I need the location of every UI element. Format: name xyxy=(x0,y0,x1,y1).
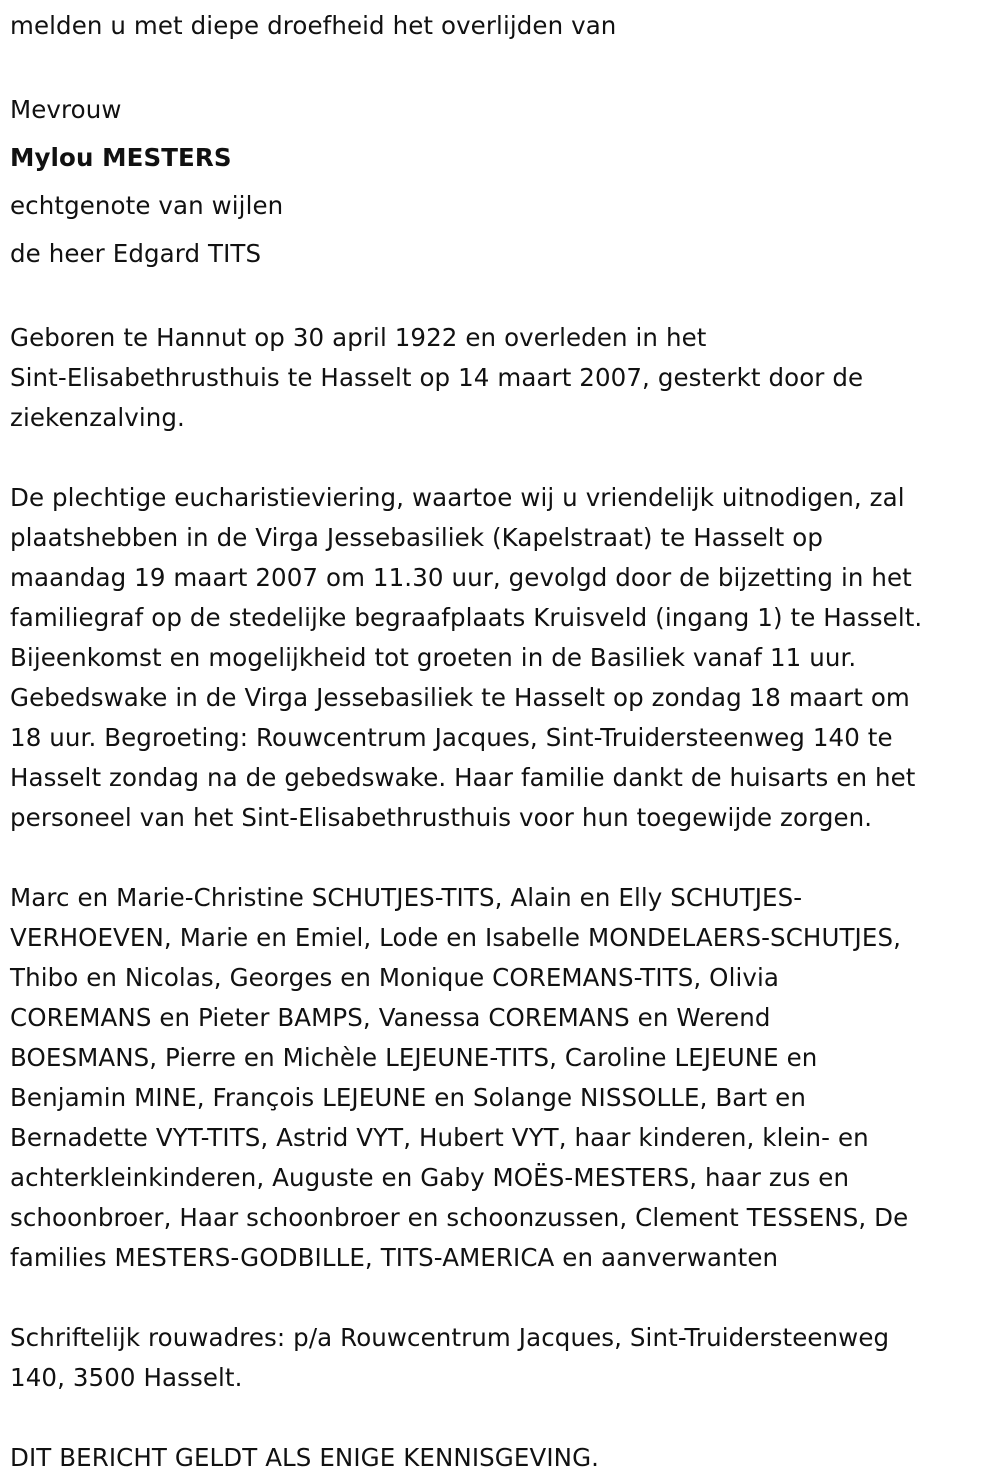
address-paragraph xyxy=(10,1318,990,1398)
paragraph-line: Bernadette VYT-TITS, Astrid VYT, Hubert VYT, haar kinderen, klein- en xyxy=(10,1123,869,1152)
paragraph-line: maandag 19 maart 2007 om 11.30 uur, gevolgd door de bijzetting in het xyxy=(10,563,912,592)
paragraph-line: VERHOEVEN, Marie en Emiel, Lode en Isabelle MONDELAERS-SCHUTJES, xyxy=(10,923,901,952)
spacer xyxy=(10,838,990,878)
spacer xyxy=(10,1398,990,1438)
paragraph-line: BOESMANS, Pierre en Michèle LEJEUNE-TITS, Caroline LEJEUNE en xyxy=(10,1043,818,1072)
intro-text: melden u met diepe droefheid het overlijden van xyxy=(10,11,617,40)
deceased-block xyxy=(10,86,990,278)
paragraph-line: familiegraf op de stedelijke begraafplaats Kruisveld (ingang 1) te Hasselt. xyxy=(10,603,923,632)
paragraph-line: Marc en Marie-Christine SCHUTJES-TITS, Alain en Elly SCHUTJES- xyxy=(10,883,803,912)
paragraph-line: Bijeenkomst en mogelijkheid tot groeten in de Basiliek vanaf 11 uur. xyxy=(10,643,857,672)
spacer xyxy=(10,278,990,318)
paragraph-line: ziekenzalving. xyxy=(10,403,185,432)
ceremony-paragraph xyxy=(10,478,990,838)
paragraph-line: Benjamin MINE, François LEJEUNE en Solange NISSOLLE, Bart en xyxy=(10,1083,806,1112)
salutation: Mevrouw xyxy=(10,95,122,124)
notice-text: DIT BERICHT GELDT ALS ENIGE KENNISGEVING. xyxy=(10,1443,600,1472)
paragraph-line: families MESTERS-GODBILLE, TITS-AMERICA en aanverwanten xyxy=(10,1243,779,1272)
paragraph-line: Thibo en Nicolas, Georges en Monique COREMANS-TITS, Olivia xyxy=(10,963,779,992)
spouse-name: de heer Edgard TITS xyxy=(10,239,262,268)
paragraph-line: personeel van het Sint-Elisabethrusthuis voor hun toegewijde zorgen. xyxy=(10,803,873,832)
paragraph-line: 140, 3500 Hasselt. xyxy=(10,1363,243,1392)
paragraph-line: Geboren te Hannut op 30 april 1922 en overleden in het xyxy=(10,323,707,352)
paragraph-line: Gebedswake in de Virga Jessebasiliek te Hasselt op zondag 18 maart om xyxy=(10,683,910,712)
paragraph-line: Schriftelijk rouwadres: p/a Rouwcentrum Jacques, Sint-Truidersteenweg xyxy=(10,1323,890,1352)
paragraph-line: 18 uur. Begroeting: Rouwcentrum Jacques, Sint-Truidersteenweg 140 te xyxy=(10,723,893,752)
paragraph-line: plaatshebben in de Virga Jessebasiliek (Kapelstraat) te Hasselt op xyxy=(10,523,824,552)
spacer xyxy=(10,438,990,478)
paragraph-line: Hasselt zondag na de gebedswake. Haar familie dankt de huisarts en het xyxy=(10,763,916,792)
birth-death-paragraph xyxy=(10,318,990,438)
paragraph-line: De plechtige eucharistieviering, waartoe wij u vriendelijk uitnodigen, zal xyxy=(10,483,905,512)
paragraph-line: achterkleinkinderen, Auguste en Gaby MOËS-MESTERS, haar zus en xyxy=(10,1163,850,1192)
family-paragraph xyxy=(10,878,990,1278)
paragraph-line: schoonbroer, Haar schoonbroer en schoonzussen, Clement TESSENS, De xyxy=(10,1203,909,1232)
paragraph-line: COREMANS en Pieter BAMPS, Vanessa COREMANS en Werend xyxy=(10,1003,771,1032)
deceased-name: Mylou MESTERS xyxy=(10,143,232,172)
spacer xyxy=(10,46,990,86)
spacer xyxy=(10,1278,990,1318)
paragraph-line: Sint-Elisabethrusthuis te Hasselt op 14 maart 2007, gesterkt door de xyxy=(10,363,864,392)
relation-text: echtgenote van wijlen xyxy=(10,191,284,220)
